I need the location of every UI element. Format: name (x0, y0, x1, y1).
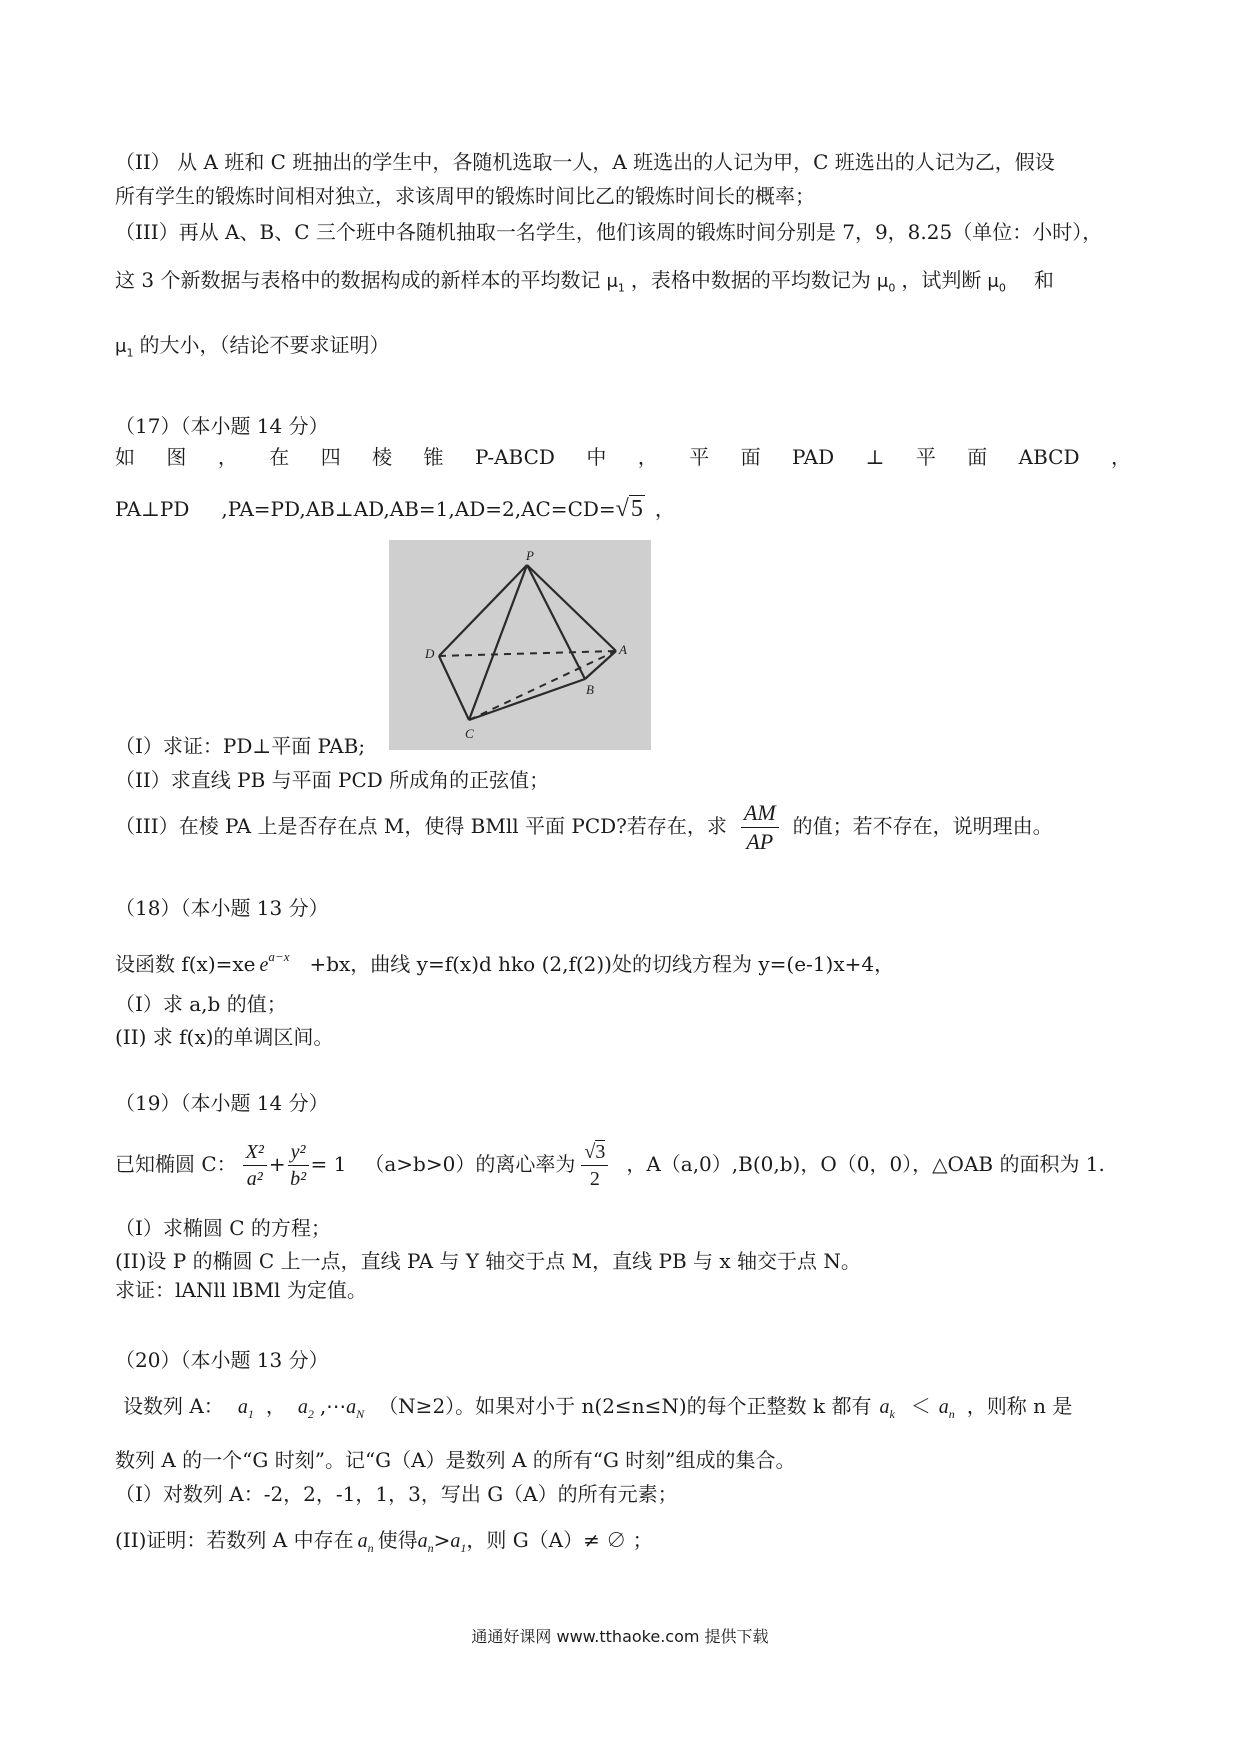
mu1-symbol: $\mu_1$ (606, 271, 625, 295)
q19-stem-b: ，A（a,0）,B(0,b)，O（0，0），△OAB 的面积为 1. (626, 1152, 1105, 1176)
q18-stem-a: 设函数 f(x)=xe (115, 952, 256, 976)
q16-part3-line2 (115, 270, 1054, 294)
q20-stem-b: （N≥2）。如果对小于 n(2≤n≤N)的每个正整数 k 都有 (378, 1394, 872, 1418)
q19-stem-a: 已知椭圆 C： (115, 1152, 237, 1176)
q19-cond: （a>b>0）的离心率为 (364, 1152, 576, 1176)
label-B: B (586, 682, 594, 697)
q16-part3-line3 (115, 335, 389, 359)
mu1-symbol-2: $\mu_1$ (115, 336, 134, 360)
a1-term: $a_1$ (237, 1396, 254, 1421)
pyramid-figure (389, 540, 651, 750)
q19-part2b: 求证：lANll lBMl 为定值。 (115, 1278, 367, 1302)
q20-part2-c: ，则 G（A）≠ ∅ ； (466, 1528, 653, 1552)
q20-stem-c: ，则称 n 是 (966, 1394, 1073, 1418)
q16-part2-line2: 所有学生的锻炼时间相对独立，求该周甲的锻炼时间比乙的锻炼时间长的概率； (115, 184, 815, 208)
x2-a2-fraction: $\frac{\text{X²}}{\text{a²}}$ (243, 1142, 267, 1189)
q20-part2-a: (II)证明：若数列 A 中存在 (115, 1528, 354, 1552)
q17-part2: （II）求直线 PB 与平面 PCD 所成角的正弦值； (115, 768, 550, 792)
q17-header: （17）（本小题 14 分） (115, 414, 329, 438)
q16-text-b: ，表格中数据的平均数记为 (630, 268, 871, 292)
q19-stem: 已知椭圆 C： $\frac{\text{X²}}{\text{a²}}$ + $\frac{\text{y²}}{\text{b²}}$ = 1 （a>b>0）的离心率为 $\frac{√3}{2}$ ，A（a,0）,B(0,b)，O（0，0），△OAB 的面积为 1. (115, 1141, 1105, 1190)
q17-conditions: ,PA=PD,AB⊥AD,AB=1,AD=2,AC=CD= (221, 497, 616, 521)
q17-part3 (115, 802, 1053, 853)
sqrt5: √5 (615, 496, 643, 522)
q17-perp-text: PA⊥PD (115, 497, 190, 521)
q16-text-c: ，试判断 (901, 268, 982, 292)
q18-header: （18）（本小题 13 分） (115, 896, 329, 920)
am-ap-fraction: $\frac{AM}{AP}$ (741, 802, 779, 853)
q20-stem: 设数列 A： $a_1$ ， $a_2$ $,\cdots a_N$ （N≥2）。如果对小于 n(2≤n≤N)的每个正整数 k 都有 $a_k < a_n$ ，则称 n 是 (123, 1394, 1073, 1421)
label-A: A (619, 642, 627, 657)
q17-part3-text-a: （III）在棱 PA 上是否存在点 M，使得 BMll 平面 PCD?若存在，求 (115, 814, 727, 838)
q18-e: e (259, 954, 269, 976)
page-footer: 通通好课网 www.tthaoke.com 提供下载 (471, 1627, 769, 1646)
q19-eq1: = 1 (310, 1152, 347, 1176)
q18-part2: (II) 求 f(x)的单调区间。 (115, 1025, 334, 1049)
q20-part2: (II)证明：若数列 A 中存在 $a_n$ 使得$a_n>a_1$，则 G（A）≠ ∅ ； (115, 1528, 653, 1555)
q19-part2: (II)设 P 的椭圆 C 上一点，直线 PA 与 Y 轴交于点 M，直线 PB 与 x 轴交于点 N。 (115, 1249, 861, 1273)
sqrt3-over-2: $\frac{√3}{2}$ (581, 1142, 608, 1189)
label-D: D (425, 646, 435, 661)
q16-part3-line1: （III）再从 A、B、C 三个班中各随机抽取一名学生，他们该周的锻炼时间分别是 7，9，8.25（单位：小时）， (115, 220, 1103, 244)
pyramid-diagram (389, 540, 651, 750)
y2-b2-fraction: $\frac{\text{y²}}{\text{b²}}$ (288, 1142, 309, 1189)
q16-part2-line1: （II） 从 A 班和 C 班抽出的学生中，各随机选取一人，A 班选出的人记为甲，C 班选出的人记为乙，假设 (115, 150, 1055, 174)
an-term-3: $a_n$ (417, 1530, 434, 1555)
mu0-symbol-2: $\mu_0$ (987, 271, 1006, 295)
q18-exponent: a−x (268, 949, 290, 964)
label-P: P (526, 548, 534, 563)
an-term-2: $a_n$ (357, 1530, 374, 1555)
aN-term: $a_N$ (346, 1396, 365, 1421)
q18-part1: （I）求 a,b 的值； (115, 992, 287, 1016)
q16-text-a: 这 3 个新数据与表格中的数据构成的新样本的平均数记 (115, 268, 601, 292)
q17-stem-line1: 如 图 ， 在 四 棱 锥 P-ABCD 中 ， 平 面 PAD ⊥ 平 面 ABCD ， (115, 445, 1131, 469)
q17-stem-line2: PA⊥PD ,PA=PD,AB⊥AD,AB=1,AD=2,AC=CD=√5 ， (115, 496, 675, 522)
an-term: $a_n$ (938, 1396, 955, 1421)
q20-stem-a: 设数列 A： (123, 1394, 224, 1418)
a1-term-2: $a_1$ (450, 1530, 467, 1555)
q18-stem-b: +bx，曲线 y=f(x)d hko (2,f(2))处的切线方程为 y=(e-1)x+4， (309, 952, 895, 976)
q16-text-d: 和 (1033, 268, 1054, 292)
q19-header: （19）（本小题 14 分） (115, 1091, 329, 1115)
label-C: C (465, 726, 474, 741)
q16-text-e: 的大小，（结论不要求证明） (139, 333, 390, 357)
q19-part1: （I）求椭圆 C 的方程； (115, 1216, 331, 1240)
q20-part1: （I）对数列 A：-2，2，-1，1，3，写出 G（A）的所有元素； (115, 1482, 678, 1506)
q17-part3-text-b: 的值；若不存在，说明理由。 (792, 814, 1053, 838)
q20-line2: 数列 A 的一个“G 时刻”。记“G（A）是数列 A 的所有“G 时刻”组成的集合。 (115, 1448, 796, 1472)
mu0-symbol: $\mu_0$ (876, 271, 896, 295)
ak-term: $a_k$ (879, 1396, 895, 1421)
a2-term: $a_2$ (297, 1396, 314, 1421)
q17-part1: （I）求证：PD⊥平面 PAB; (115, 734, 366, 758)
q20-header: （20）（本小题 13 分） (115, 1348, 329, 1372)
q18-stem (115, 950, 894, 975)
